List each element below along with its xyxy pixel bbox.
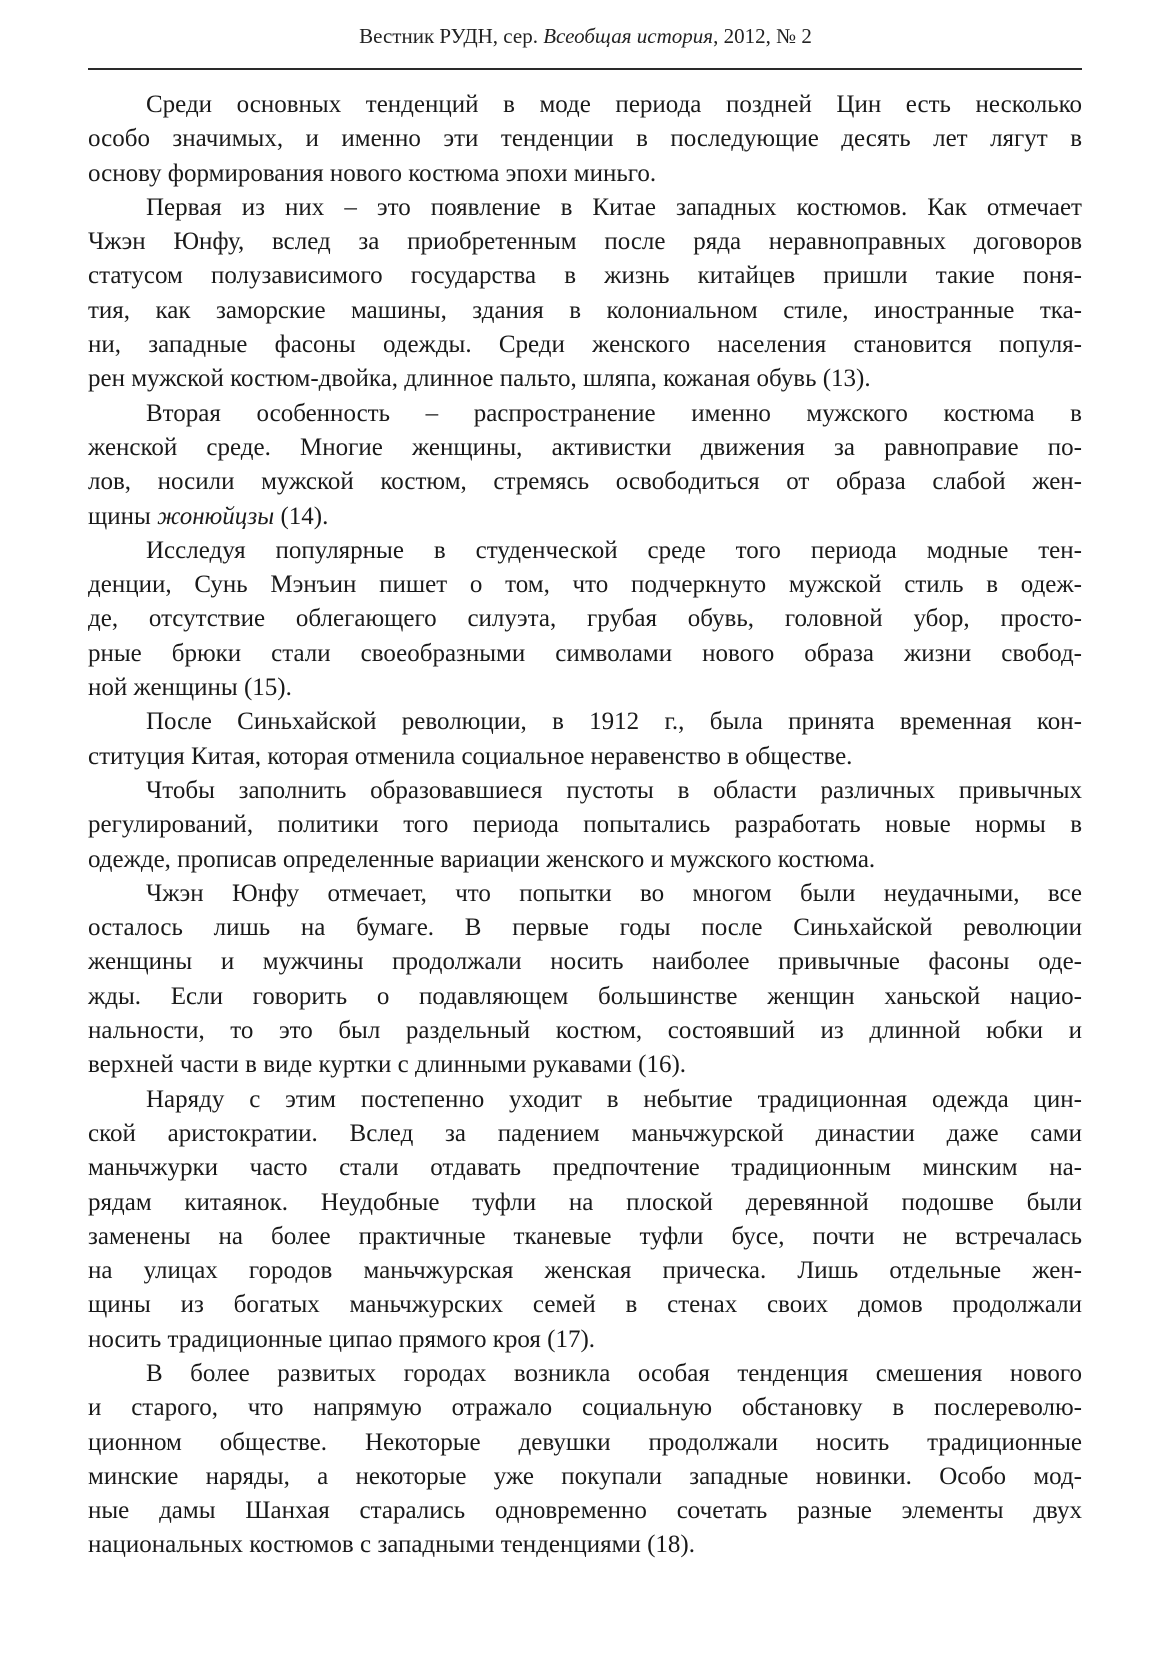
text-line: особо значимых, и именно эти тенденции в последующие десять лет лягут в (88, 125, 1082, 153)
journal-issue: , 2012, № 2 (713, 24, 812, 48)
text-fragment: щины (88, 502, 158, 530)
text-line: минские наряды, а некоторые уже покупали западные новинки. Особо мод- (88, 1462, 1082, 1490)
text-line: лов, носили мужской костюм, стремясь освободиться от образа слабой жен- (88, 468, 1082, 496)
text-line: осталось лишь на бумаге. В первые годы после Синьхайской революции (88, 914, 1082, 942)
text-line: ституция Китая, которая отменила социальное неравенство в обществе. (88, 742, 853, 770)
text-line: одежде, прописав определенные вариации женского и мужского костюма. (88, 845, 876, 873)
text-line: рядам китаянок. Неудобные туфли на плоской деревянной подошве были (88, 1188, 1082, 1216)
journal-series: Всеобщая история (543, 24, 714, 48)
citation: (14). (274, 502, 329, 530)
paragraph-1 (88, 88, 1082, 191)
text-line: Чтобы заполнить образовавшиеся пустоты в области различных привычных (146, 776, 1082, 804)
text-line: Вторая особенность – распространение именно мужского костюма в (146, 399, 1082, 427)
text-line: национальных костюмов с западными тенденциями (18). (88, 1531, 695, 1559)
header-rule (88, 68, 1082, 70)
text-line: денции, Сунь Мэнъин пишет о том, что подчеркнуто мужской стиль в одеж- (88, 571, 1082, 599)
text-line: и старого, что напрямую отражало социальную обстановку в послереволю- (88, 1394, 1082, 1422)
text-line: статусом полузависимого государства в жизнь китайцев пришли такие поня- (88, 262, 1082, 290)
text-line: После Синьхайской революции, в 1912 г., была принята временная кон- (146, 708, 1082, 736)
text-line: В более развитых городах возникла особая тенденция смешения нового (146, 1359, 1082, 1387)
text-line: щины из богатых маньчжурских семей в стенах своих домов продолжали (88, 1291, 1082, 1319)
text-line: носить традиционные ципао прямого кроя (17). (88, 1325, 596, 1353)
text-line: жды. Если говорить о подавляющем большинстве женщин ханьской нацио- (88, 982, 1082, 1010)
text-line: Исследуя популярные в студенческой среде того периода модные тен- (146, 536, 1082, 564)
text-line: заменены на более практичные тканевые туфли бусе, почти не встречалась (88, 1222, 1082, 1250)
paragraph-2 (88, 191, 1082, 397)
text-line: нальности, то это был раздельный костюм, состоявший из длинной юбки и (88, 1017, 1082, 1045)
paragraph-4 (88, 534, 1082, 705)
text-line: ционном обществе. Некоторые девушки продолжали носить традиционные (88, 1428, 1082, 1456)
paragraph-5 (88, 705, 1082, 774)
text-line: ные дамы Шанхая старались одновременно сочетать разные элементы двух (88, 1497, 1082, 1525)
text-line: Чжэн Юнфу, вслед за приобретенным после ряда неравноправных договоров (88, 228, 1082, 256)
text-line: тия, как заморские машины, здания в колониальном стиле, иностранные тка- (88, 296, 1082, 324)
text-line: Первая из них – это появление в Китае западных костюмов. Как отмечает (146, 193, 1082, 221)
text-line: основу формирования нового костюма эпохи миньго. (88, 159, 657, 187)
paragraph-6 (88, 774, 1082, 877)
text-line: Среди основных тенденций в моде периода поздней Цин есть несколько (146, 91, 1082, 118)
text-line: рные брюки стали своеобразными символами нового образа жизни свобод- (88, 639, 1082, 667)
text-line: регулирований, политики того периода попытались разработать новые нормы в (88, 811, 1082, 839)
text-line: ной женщины (15). (88, 674, 292, 702)
article-body (88, 88, 1082, 1563)
text-line: ской аристократии. Вслед за падением маньчжурской династии даже сами (88, 1119, 1082, 1147)
journal-name: Вестник РУДН, сер. (359, 24, 544, 48)
text-line: маньчжурки часто стали отдавать предпочтение традиционным минским на- (88, 1154, 1082, 1182)
paragraph-8 (88, 1083, 1082, 1357)
text-line: Наряду с этим постепенно уходит в небытие традиционная одежда цин- (146, 1085, 1082, 1113)
text-line: де, отсутствие облегающего силуэта, грубая обувь, головной убор, просто- (88, 605, 1082, 633)
text-line: ни, западные фасоны одежды. Среди женского населения становится популя- (88, 331, 1082, 359)
text-line: рен мужской костюм-двойка, длинное пальто, шляпа, кожаная обувь (13). (88, 365, 871, 393)
text-line: женщины и мужчины продолжали носить наиболее привычные фасоны оде- (88, 948, 1082, 976)
text-line: верхней части в виде куртки с длинными рукавами (16). (88, 1051, 687, 1079)
paragraph-9 (88, 1357, 1082, 1563)
running-header (0, 22, 1171, 50)
text-line: на улицах городов маньчжурская женская прическа. Лишь отдельные жен- (88, 1257, 1082, 1285)
italic-term: жонюйцзы (157, 502, 275, 530)
paragraph-7 (88, 877, 1082, 1083)
text-line (88, 500, 1082, 534)
text-line: женской среде. Многие женщины, активистки движения за равноправие по- (88, 433, 1082, 461)
paragraph-3 (88, 397, 1082, 534)
text-line: Чжэн Юнфу отмечает, что попытки во многом были неудачными, все (146, 879, 1082, 907)
